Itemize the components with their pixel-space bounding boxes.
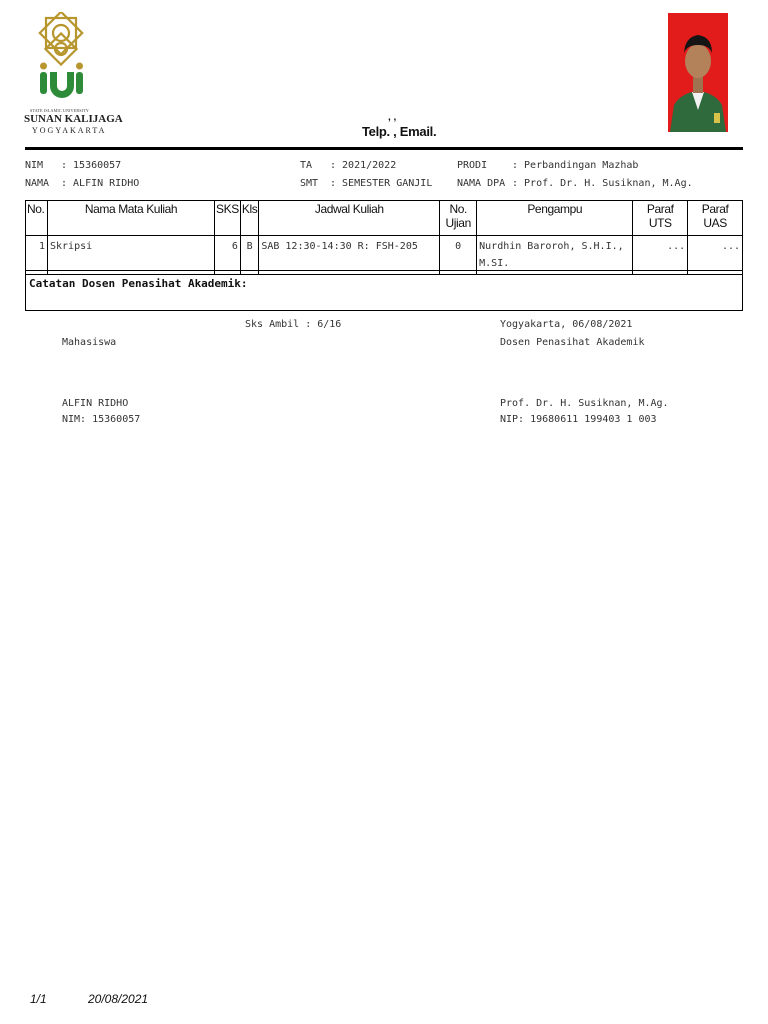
mahasiswa-name: ALFIN RIDHO [62,398,129,409]
cell-ujian: 0 [440,236,477,275]
ta-value: : 2021/2022 [330,160,397,171]
cell-no: 1 [26,236,48,275]
university-logo [22,12,123,138]
table-header-row [26,201,743,236]
table-row [26,236,743,275]
cell-sks: 6 [215,236,241,275]
col-header-jadwal: Jadwal Kuliah [259,201,440,236]
prodi-value: : Perbandingan Mazhab [512,160,639,171]
cell-kls: B [240,236,258,275]
col-header-paraf-uas: Paraf UAS [688,201,743,236]
cell-paraf-uts: ... [633,236,688,275]
cell-jadwal: SAB 12:30-14:30 R: FSH-205 [259,236,440,275]
mahasiswa-nim: NIM: 15360057 [62,414,141,425]
course-table [25,200,743,275]
dosen-name: Prof. Dr. H. Susiknan, M.Ag. [500,398,669,409]
dosen-label: Dosen Penasihat Akademik [500,337,645,348]
university-city: YOGYAKARTA [32,126,107,135]
print-date: 20/08/2021 [88,992,149,1006]
contact-line: Telp. , Email. [362,124,437,139]
dosen-nip: NIP: 19680611 199403 1 003 [500,414,657,425]
page-number: 1/1 [30,992,47,1006]
university-name: SUNAN KALIJAGA [24,113,123,125]
ta-label: TA [300,160,313,171]
col-header-nama: Nama Mata Kuliah [47,201,214,236]
cell-paraf-uas: ... [688,236,743,275]
cell-nama: Skripsi [47,236,214,275]
col-header-ujian: No. Ujian [440,201,477,236]
advisor-notes-box [25,270,743,311]
dpa-label: NAMA DPA [457,178,506,189]
address-line: , , [388,112,397,123]
col-header-pengampu: Pengampu [477,201,633,236]
nim-value: : 15360057 [61,160,122,171]
header-divider [25,147,743,150]
prodi-label: PRODI [457,160,488,171]
smt-value: : SEMESTER GANJIL [330,178,433,189]
col-header-sks: SKS [215,201,241,236]
col-header-paraf-uts: Paraf UTS [633,201,688,236]
dpa-value: : Prof. Dr. H. Susiknan, M.Ag. [512,178,693,189]
uin-emblem-icon [36,12,86,107]
nama-value: : ALFIN RIDHO [61,178,140,189]
advisor-notes-label: Catatan Dosen Penasihat Akademik: [29,277,248,290]
col-header-no: No. [26,201,48,236]
nama-label: NAMA [25,178,50,189]
sks-ambil: Sks Ambil : 6/16 [245,319,342,330]
mahasiswa-label: Mahasiswa [62,337,117,348]
university-subtitle: STATE ISLAMIC UNIVERSITY [30,108,89,113]
student-photo [668,13,728,132]
place-date: Yogyakarta, 06/08/2021 [500,319,633,330]
smt-label: SMT [300,178,319,189]
person-icon [668,13,728,132]
nim-label: NIM [25,160,44,171]
col-header-kls: Kls [240,201,258,236]
cell-pengampu: Nurdhin Baroroh, S.H.I., M.SI. [477,236,633,275]
